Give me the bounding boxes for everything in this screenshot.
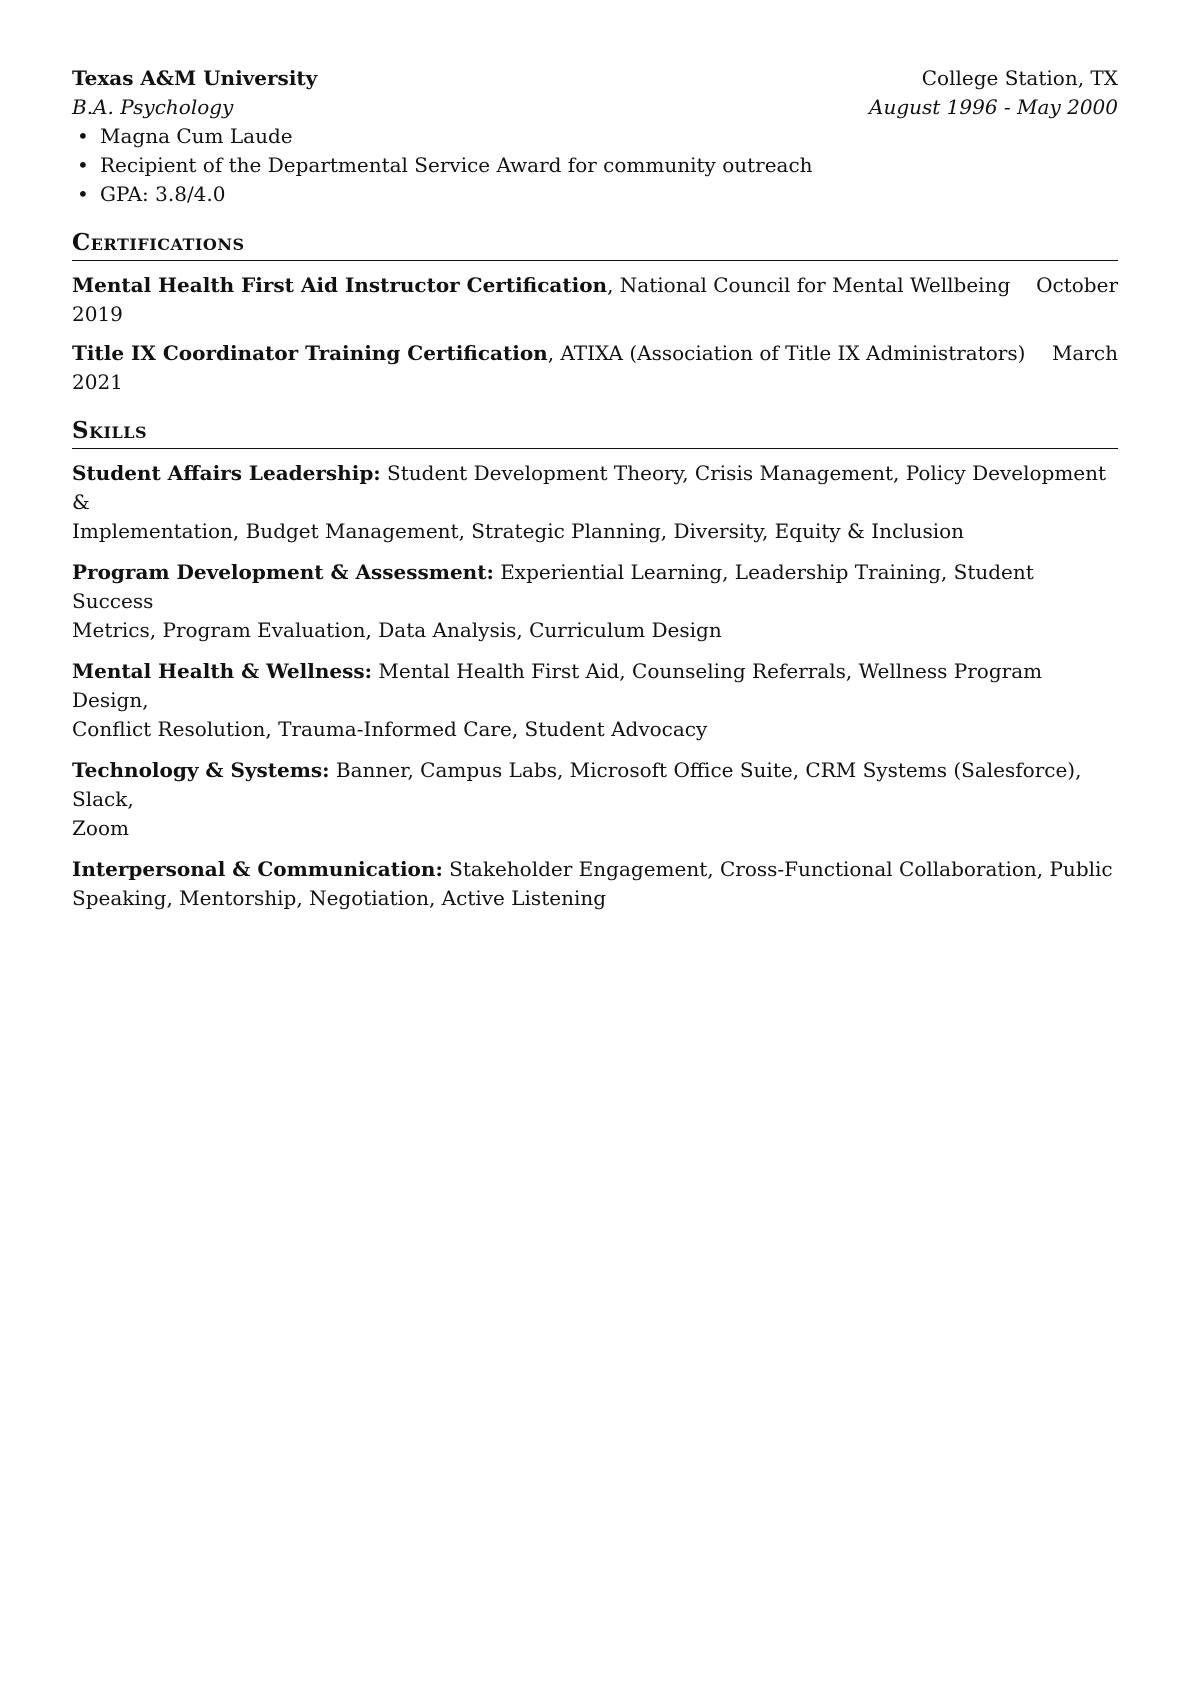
- list-item: • Magna Cum Laude: [72, 122, 1118, 151]
- skill-item: Student Affairs Leadership: Student Development Theory, Crisis Management, Policy Development & Implementation, Budget Management, Strategic Planning, Diversity, Equity & Inclusion: [72, 461, 1107, 543]
- certification-name: Mental Health First Aid Instructor Certification: [72, 273, 608, 297]
- certification-month: October: [1036, 273, 1118, 297]
- certification-name: Title IX Coordinator Training Certification: [72, 341, 548, 365]
- certification-item: [72, 271, 1118, 329]
- certification-item: [72, 339, 1118, 397]
- skill-item: Interpersonal & Communication: Stakeholder Engagement, Cross-Functional Collaboration, Public Speaking, Mentorship, Negotiation, Active Listening: [72, 857, 1113, 910]
- institution-name: Texas A&M University: [72, 66, 318, 90]
- skill-category: Technology & Systems:: [72, 758, 330, 782]
- bullet-icon: •: [77, 182, 89, 206]
- skill-item: Technology & Systems: Banner, Campus Labs, Microsoft Office Suite, CRM Systems (Salesforce), Slack, Zoom: [72, 758, 1082, 840]
- bullet-icon: •: [77, 153, 89, 177]
- education-degree-row: [72, 93, 1118, 122]
- skill-category: Student Affairs Leadership:: [72, 461, 381, 485]
- list-item: • GPA: 3.8/4.0: [72, 180, 1118, 209]
- skills-heading: Skills: [72, 416, 1118, 449]
- certification-year: 2019: [72, 302, 123, 326]
- certification-issuer: , National Council for Mental Wellbeing: [607, 273, 1011, 297]
- education-bullet-list: [72, 122, 1118, 209]
- certification-year: 2021: [72, 370, 123, 394]
- skill-category: Program Development & Assessment:: [72, 560, 494, 584]
- institution-location: College Station, TX: [921, 66, 1118, 90]
- skill-item: Program Development & Assessment: Experiential Learning, Leadership Training, Student Success Metrics, Program Evaluation, Data Analysis, Curriculum Design: [72, 560, 1034, 642]
- list-item: • Recipient of the Departmental Service Award for community outreach: [72, 151, 1118, 180]
- skill-item: Mental Health & Wellness: Mental Health First Aid, Counseling Referrals, Wellness Program Design, Conflict Resolution, Trauma-Informed Care, Student Advocacy: [72, 659, 1043, 741]
- certification-month: March: [1051, 341, 1118, 365]
- certification-issuer: , ATIXA (Association of Title IX Administrators): [547, 341, 1026, 365]
- education-header-row: [72, 64, 1118, 93]
- education-dates: August 1996 - May 2000: [869, 95, 1118, 119]
- resume-page: [72, 64, 1118, 913]
- skills-list: [72, 459, 1118, 913]
- education-entry: [72, 64, 1118, 209]
- skill-category: Mental Health & Wellness:: [72, 659, 373, 683]
- bullet-icon: •: [77, 124, 89, 148]
- certifications-heading: Certifications: [72, 228, 1118, 261]
- degree: B.A. Psychology: [72, 95, 234, 119]
- skill-category: Interpersonal & Communication:: [72, 857, 443, 881]
